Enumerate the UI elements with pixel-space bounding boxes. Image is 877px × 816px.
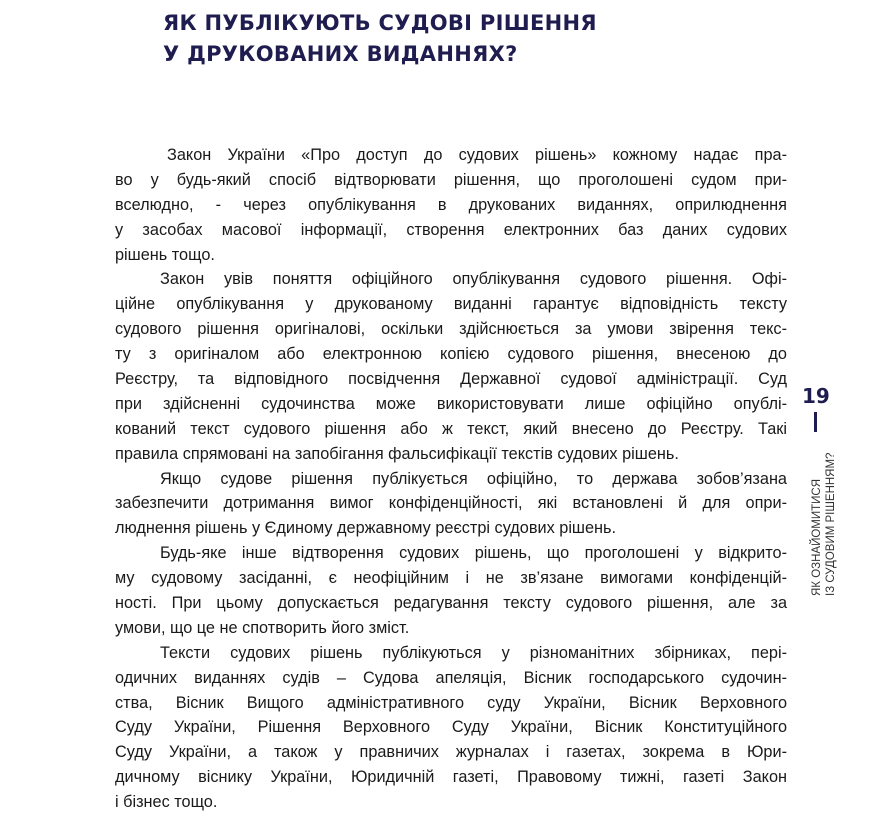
text-line: правила спрямовані на запобігання фальсифікації текстів судових рішень. — [115, 444, 679, 463]
title-line: ЯК ПУБЛІКУЮТЬ СУДОВІ РІШЕННЯ — [163, 11, 597, 35]
text-line: Закон увів поняття офіційного опублікування судового рішення. Офі- — [160, 270, 787, 289]
text-line: вселюдно, - через опублікування в друкованих виданнях, оприлюднення — [115, 195, 787, 214]
text-line: Тексти судових рішень публікуються у різноманітних збірниках, пері- — [160, 643, 787, 662]
text-line: люднення рішень у Єдиному державному реєстрі судових рішень. — [115, 519, 617, 538]
text-line: при здійсненні судочинства може використовувати лише офіційно опублі- — [115, 394, 787, 413]
text-line: одичних виданнях судів – Судова апеляція, Вісник господарського судочин- — [115, 668, 787, 687]
text-line: кований текст судового рішення або ж текст, який внесено до Реєстру. Такі — [115, 419, 787, 438]
text-line: ства, Вісник Вищого адміністративного суду України, Вісник Верховного — [115, 693, 787, 712]
text-line: му судовому засіданні, є неофіційним і не зв’язане вимогами конфіденцій- — [115, 569, 787, 588]
paragraph — [115, 467, 787, 542]
text-line: Суду України, а також у правничих журналах і газетах, зокрема в Юри- — [115, 743, 787, 762]
text-line: ту з оригіналом або електронною копією судового рішення, внесеною до — [115, 345, 787, 364]
text-line: Реєстру, та відповідного посвідчення Державної судової адміністрації. Суд — [115, 370, 787, 389]
running-header — [810, 436, 850, 596]
text-line: Закон України «Про доступ до судових рішень» кожному надає пра- — [167, 146, 787, 164]
text-line: забезпечити дотримання вимог конфіденційності, які встановлені й для опри- — [115, 494, 787, 513]
text-line: рішень тощо. — [115, 245, 215, 264]
divider — [814, 412, 817, 432]
text-line: дичному віснику України, Юридичній газеті, Правовому тижні, газеті Закон — [115, 768, 787, 787]
page-title — [163, 8, 597, 70]
paragraph — [115, 541, 787, 641]
text-line: ності. При цьому допускається редагування тексту судового рішення, але за — [115, 594, 787, 613]
text-line: і бізнес тощо. — [115, 793, 218, 812]
running-header-line: ІЗ СУДОВИМ РІШЕННЯМ? — [825, 452, 837, 596]
paragraph — [115, 143, 787, 267]
body-text — [115, 143, 787, 815]
text-line: умови, що це не спотворить його зміст. — [115, 618, 410, 637]
text-line: судового рішення оригіналові, оскільки здійснюється за умови звірення текс- — [115, 320, 787, 339]
paragraph — [115, 641, 787, 815]
text-line: Будь-яке інше відтворення судових рішень, що проголошені у відкрито- — [160, 544, 787, 563]
text-line: у засобах масової інформації, створення електронних баз даних судових — [115, 220, 787, 239]
paragraph — [115, 267, 787, 466]
running-header-line: ЯК ОЗНАЙОМИТИСЯ — [811, 478, 823, 596]
title-line: У ДРУКОВАНИХ ВИДАННЯХ? — [163, 42, 518, 66]
text-line: ційне опублікування у друкованому виданні гарантує відповідність тексту — [115, 295, 787, 314]
text-line: Суду України, Рішення Верховного Суду України, Вісник Конституційного — [115, 718, 787, 737]
page-number: 19 — [802, 384, 830, 408]
text-line: Якщо судове рішення публікується офіційно, то держава зобов’язана — [160, 469, 787, 488]
text-line: во у будь-який спосіб відтворювати рішення, що проголошені судом при- — [115, 170, 787, 189]
